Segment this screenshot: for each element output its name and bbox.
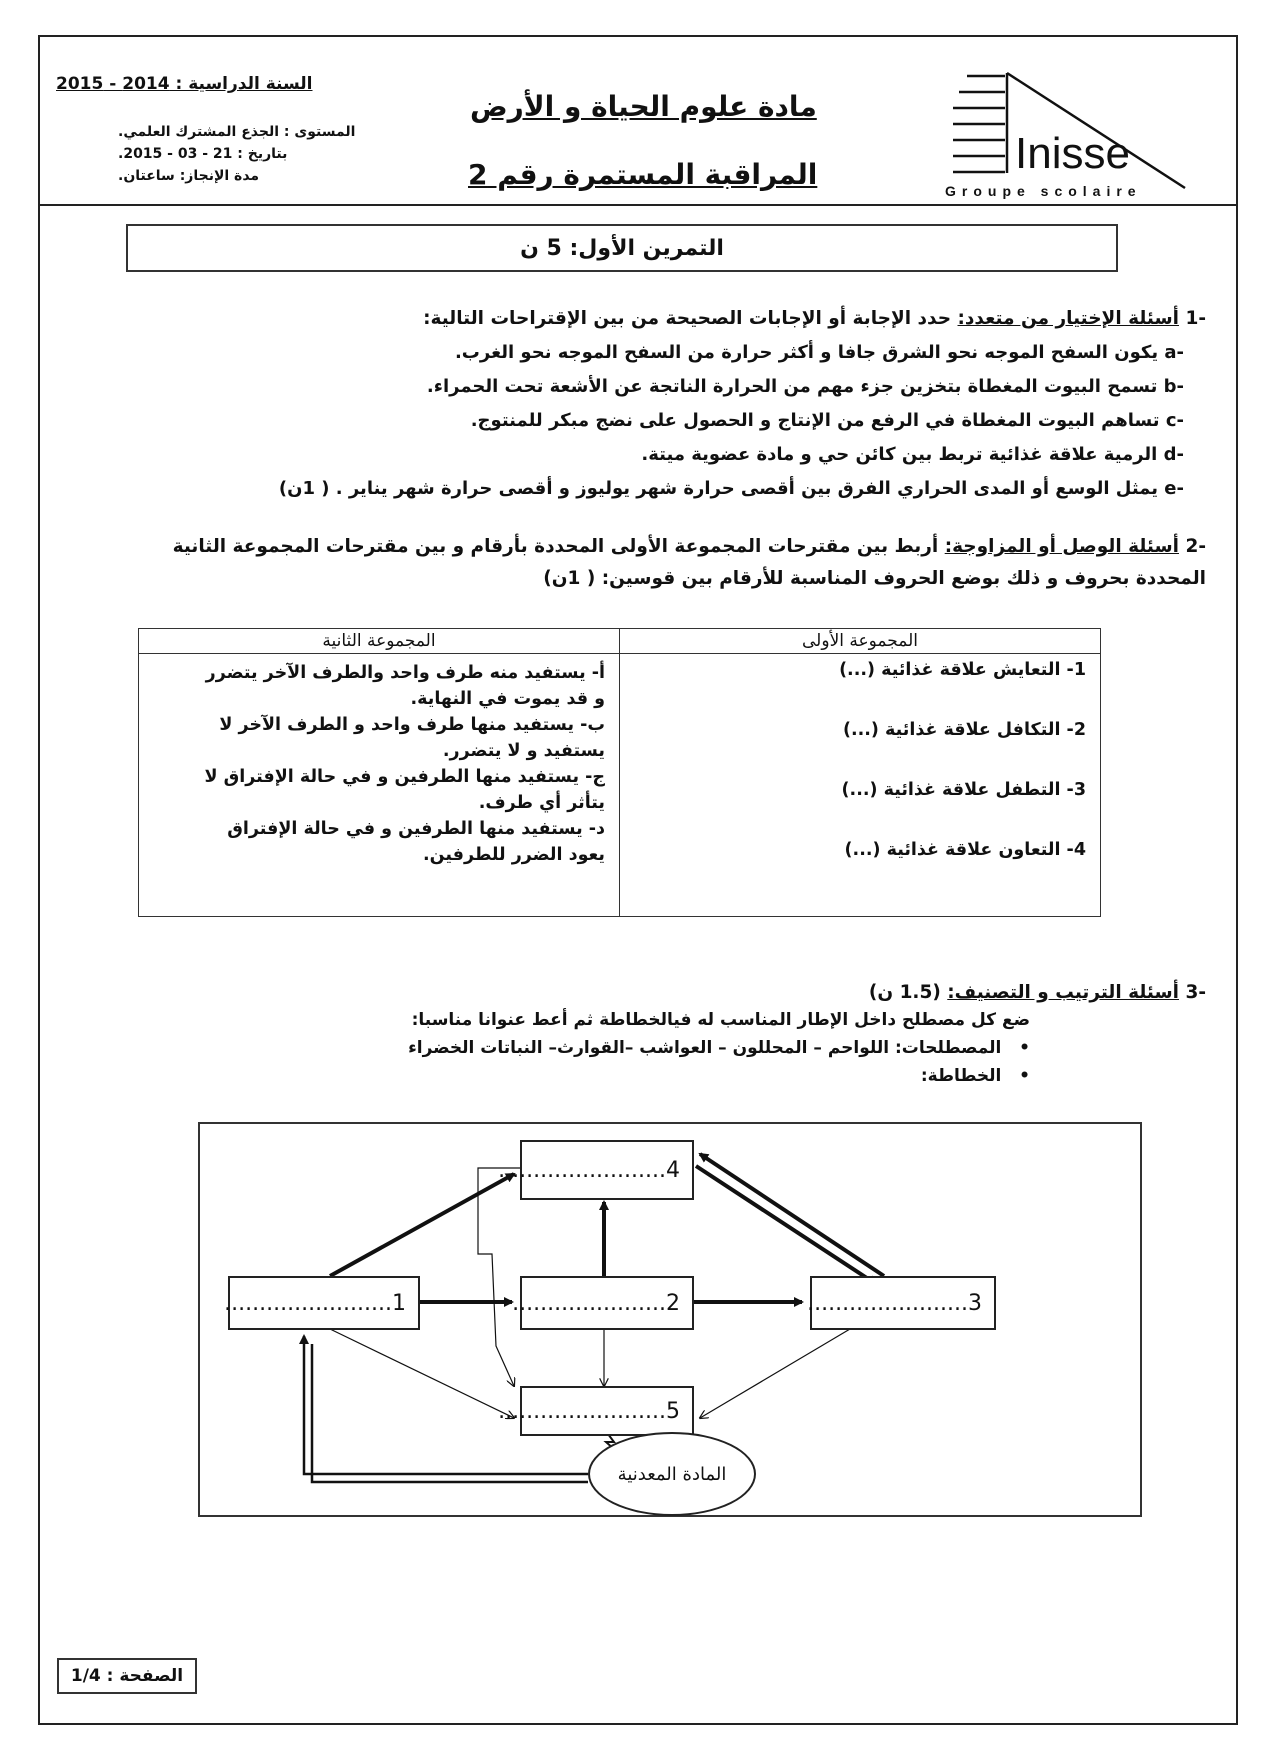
box-2-label: ......................2 xyxy=(512,1290,680,1316)
bullet-icon: • xyxy=(1001,1066,1030,1086)
box-3[interactable] xyxy=(807,1276,996,1330)
group1-item: 4- التعاون علاقة غذائية (...) xyxy=(844,840,1086,860)
page-number-text: الصفحة : 1/4 xyxy=(70,1666,184,1686)
q3-diagram-label xyxy=(921,1066,1030,1086)
exam-date: بتاريخ : 21 - 03 - 2015. xyxy=(118,146,288,162)
option-letter: -e xyxy=(1164,478,1184,499)
box-4-label: ........................4 xyxy=(498,1157,680,1183)
option-text: تسمح البيوت المغطاة بتخزين جزء مهم من الحرارة الناتجة عن الأشعة تحت الحمراء. xyxy=(426,376,1158,397)
q3-terms-text: المصطلحات: اللواحم – المحللون – العواشب –القوارث– النباتات الخضراء xyxy=(408,1038,1002,1058)
food-web-diagram xyxy=(198,1122,1142,1517)
box-4[interactable] xyxy=(498,1140,694,1200)
mineral-matter-label: المادة المعدنية xyxy=(617,1463,727,1485)
q3-heading xyxy=(869,982,1206,1003)
group2-item: ب- يستفيد منها طرف واحد و الطرف الآخر لا يستفيد و لا يتضرر. xyxy=(219,715,605,761)
arrow-1-to-4 xyxy=(330,1174,514,1276)
q1-instruction: حدد الإجابة أو الإجابات الصحيحة من بين الإقتراحات التالية: xyxy=(423,308,952,329)
box-1-label: ........................1 xyxy=(224,1290,406,1316)
header-rule xyxy=(38,204,1238,206)
group1-item: 1- التعايش علاقة غذائية (...) xyxy=(839,660,1086,680)
school-year: السنة الدراسية : 2014 - 2015 xyxy=(56,74,313,94)
q3-instruction: ضع كل مصطلح داخل الإطار المناسب له فيالخطاطة ثم أعط عنوانا مناسبا: xyxy=(411,1010,1030,1030)
option-letter: -c xyxy=(1165,410,1184,431)
arrow-4-to-3 xyxy=(696,1166,876,1284)
box-5[interactable] xyxy=(498,1386,694,1436)
logo-subtitle: Groupe scolaire xyxy=(945,183,1142,199)
q2-instruction-2: المحددة بحروف و ذلك بوضع الحروف المناسبة للأرقام بين قوسين: ( 1ن) xyxy=(543,568,1206,589)
subject-title: مادة علوم الحياة و الأرض xyxy=(470,90,817,123)
group1-item: 3- التطفل علاقة غذائية (...) xyxy=(841,780,1086,800)
q3-label: أسئلة الترتيب و التصنيف: xyxy=(947,982,1179,1003)
group1-header: المجموعة الأولى xyxy=(620,629,1101,654)
exam-title: المراقبة المستمرة رقم 2 xyxy=(468,158,818,191)
arrow-3-to-5 xyxy=(700,1329,850,1418)
option-text: يكون السفح الموجه نحو الشرق جافا و أكثر حرارة من السفح الموجه نحو الغرب. xyxy=(454,342,1159,363)
q1-label: أسئلة الإختيار من متعدد: xyxy=(957,308,1179,329)
level: المستوى : الجذع المشترك العلمي. xyxy=(118,124,356,140)
option-text: تساهم البيوت المغطاة في الرفع من الإنتاج و الحصول على نضج مبكر للمنتوج. xyxy=(470,410,1160,431)
q3-points: (1.5 ن) xyxy=(868,982,941,1003)
bullet-icon: • xyxy=(1001,1038,1030,1058)
group2-item: د- يستفيد منها الطرفين و في حالة الإفتراق يعود الضرر للطرفين. xyxy=(227,819,605,865)
exercise-title xyxy=(126,224,1118,272)
logo-name: Inisse xyxy=(1015,129,1130,178)
option-letter: -a xyxy=(1164,342,1184,363)
q2-heading xyxy=(173,536,1206,557)
q1-option xyxy=(279,478,1184,499)
q1-option xyxy=(471,410,1184,431)
q2-instruction: أربط بين مقترحات المجموعة الأولى المحددة بأرقام و بين مقترحات المجموعة الثانية xyxy=(172,536,939,557)
arrow-1-to-5 xyxy=(330,1329,514,1418)
q1-heading xyxy=(423,308,1206,329)
page-number xyxy=(57,1658,197,1694)
box-1[interactable] xyxy=(224,1276,420,1330)
exam-duration: مدة الإنجاز: ساعتان. xyxy=(118,168,260,184)
q3-terms xyxy=(408,1038,1030,1058)
q3-number: -3 xyxy=(1185,982,1206,1003)
q2-label: أسئلة الوصل أو المزاوجة: xyxy=(944,536,1179,557)
exercise-title-text: التمرين الأول: 5 ن xyxy=(520,235,724,261)
q1-option xyxy=(455,342,1184,363)
option-text: الرمية علاقة غذائية تربط بين كائن حي و مادة عضوية ميتة. xyxy=(641,444,1158,465)
q1-option xyxy=(427,376,1184,397)
group1-item: 2- التكافل علاقة غذائية (...) xyxy=(842,720,1086,740)
matching-table xyxy=(138,628,1101,917)
group2-item: أ- يستفيد منه طرف واحد والطرف الآخر يتضرر و قد يموت في النهاية. xyxy=(205,663,605,709)
box-5-label: ........................5 xyxy=(498,1398,680,1424)
box-3-label: .......................3 xyxy=(807,1290,982,1316)
q2-number: -2 xyxy=(1185,536,1206,557)
q3-diagram-label-text: الخطاطة: xyxy=(920,1066,1002,1086)
q1-option xyxy=(641,444,1184,465)
option-text: يمثل الوسع أو المدى الحراري الفرق بين أقصى حرارة شهر يوليوز و أقصى حرارة شهر يناير . ( 1ن) xyxy=(278,478,1159,499)
group2-cell xyxy=(139,654,620,917)
option-letter: -b xyxy=(1163,376,1184,397)
group2-header: المجموعة الثانية xyxy=(139,629,620,654)
group2-item: ج- يستفيد منها الطرفين و في حالة الإفتراق لا يتأثر أي طرف. xyxy=(204,767,605,813)
mineral-matter-ellipse xyxy=(588,1432,756,1516)
q1-number: -1 xyxy=(1185,308,1206,329)
arrow-3-to-4 xyxy=(700,1154,884,1276)
group1-cell xyxy=(620,654,1101,917)
option-letter: -d xyxy=(1163,444,1184,465)
arrow-4-to-5 xyxy=(478,1168,520,1386)
school-logo xyxy=(945,68,1190,200)
box-2[interactable] xyxy=(512,1276,694,1330)
